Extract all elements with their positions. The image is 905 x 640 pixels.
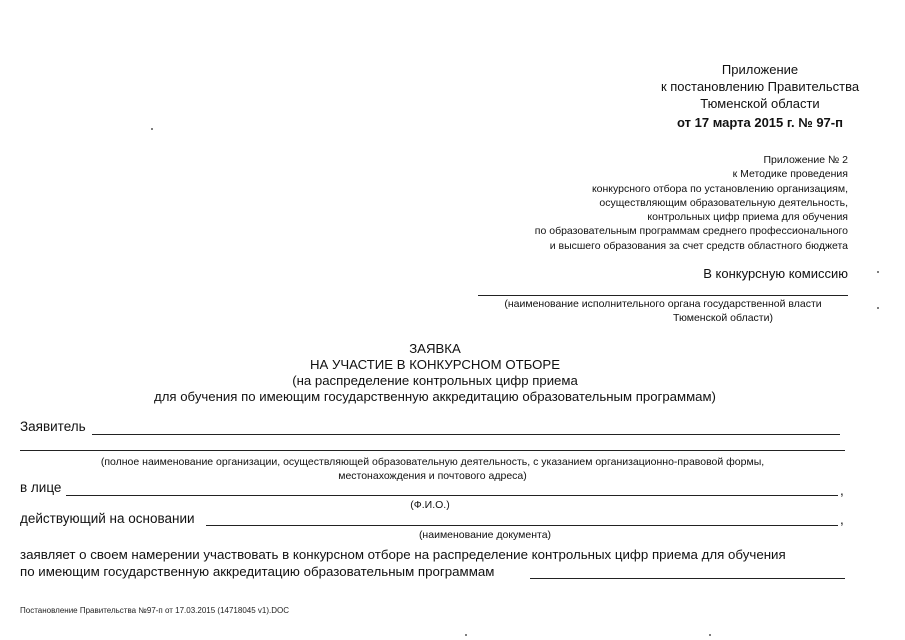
method-header-line: по образовательным программам среднего профессионального xyxy=(534,225,848,238)
basis-caption: (наименование документа) xyxy=(418,529,552,541)
addressee-text: В конкурсную комиссию xyxy=(703,266,848,281)
method-header xyxy=(430,153,848,253)
appendix-header-line2: к постановлению Правительства xyxy=(660,79,860,94)
appendix-header xyxy=(640,61,880,131)
application-title xyxy=(100,341,770,405)
method-header-line: контрольных цифр приема для обучения xyxy=(647,211,848,224)
applicant-caption xyxy=(20,455,845,483)
footer-filename: Постановление Правительства №97-п от 17.03.2015 (14718045 v1).DOC xyxy=(20,606,290,615)
title-line1: ЗАЯВКА xyxy=(409,341,461,356)
method-header-line: к Методике проведения xyxy=(732,168,848,181)
applicant-fill-line[interactable] xyxy=(92,434,840,435)
addressee-caption-line1: (наименование исполнительного органа государственной власти xyxy=(504,298,822,310)
person-comma: , xyxy=(840,483,844,498)
appendix-header-date: от 17 марта 2015 г. № 97-п xyxy=(677,115,843,130)
addressee-caption xyxy=(470,297,856,325)
scan-speck xyxy=(465,634,467,636)
method-header-line: конкурсного отбора по установлению организациям, xyxy=(591,182,848,195)
person-label: в лице xyxy=(20,480,62,495)
title-line4: для обучения по имеющим государственную аккредитацию образовательным программам) xyxy=(154,389,716,404)
title-line2: НА УЧАСТИЕ В КОНКУРСНОМ ОТБОРЕ xyxy=(310,357,560,372)
statement-line2: по имеющим государственную аккредитацию образовательным программам xyxy=(20,564,495,579)
basis-fill-line[interactable] xyxy=(206,525,838,526)
scan-speck xyxy=(877,271,879,273)
applicant-caption-line2: местонахождения и почтового адреса) xyxy=(338,470,527,482)
basis-comma: , xyxy=(840,512,844,527)
applicant-caption-line1: (полное наименование организации, осуществляющей образовательную деятельность, с указанием организационно-правовой формы, xyxy=(100,456,765,468)
programs-fill-line[interactable] xyxy=(530,578,845,579)
method-header-line: и высшего образования за счет средств областного бюджета xyxy=(549,239,848,252)
method-header-line: осуществляющим образовательную деятельность, xyxy=(599,196,848,209)
addressee-fill-line xyxy=(478,295,848,296)
statement xyxy=(20,546,786,580)
person-caption: (Ф.И.О.) xyxy=(410,499,450,511)
applicant-fill-line-2[interactable] xyxy=(20,450,845,451)
scan-speck xyxy=(709,634,711,636)
basis-label: действующий на основании xyxy=(20,511,195,526)
scan-speck xyxy=(151,128,153,130)
statement-line1: заявляет о своем намерении участвовать в конкурсном отборе на распределение контрольных цифр приема для обучения xyxy=(20,547,786,562)
applicant-label: Заявитель xyxy=(20,419,86,434)
scan-speck xyxy=(877,307,879,309)
appendix-header-line3: Тюменской области xyxy=(700,96,820,111)
person-fill-line[interactable] xyxy=(66,495,838,496)
addressee-caption-line2: Тюменской области) xyxy=(673,312,773,324)
appendix-header-line1: Приложение xyxy=(721,62,799,77)
method-header-line: Приложение № 2 xyxy=(763,154,848,166)
title-line3: (на распределение контрольных цифр приема xyxy=(292,373,578,388)
